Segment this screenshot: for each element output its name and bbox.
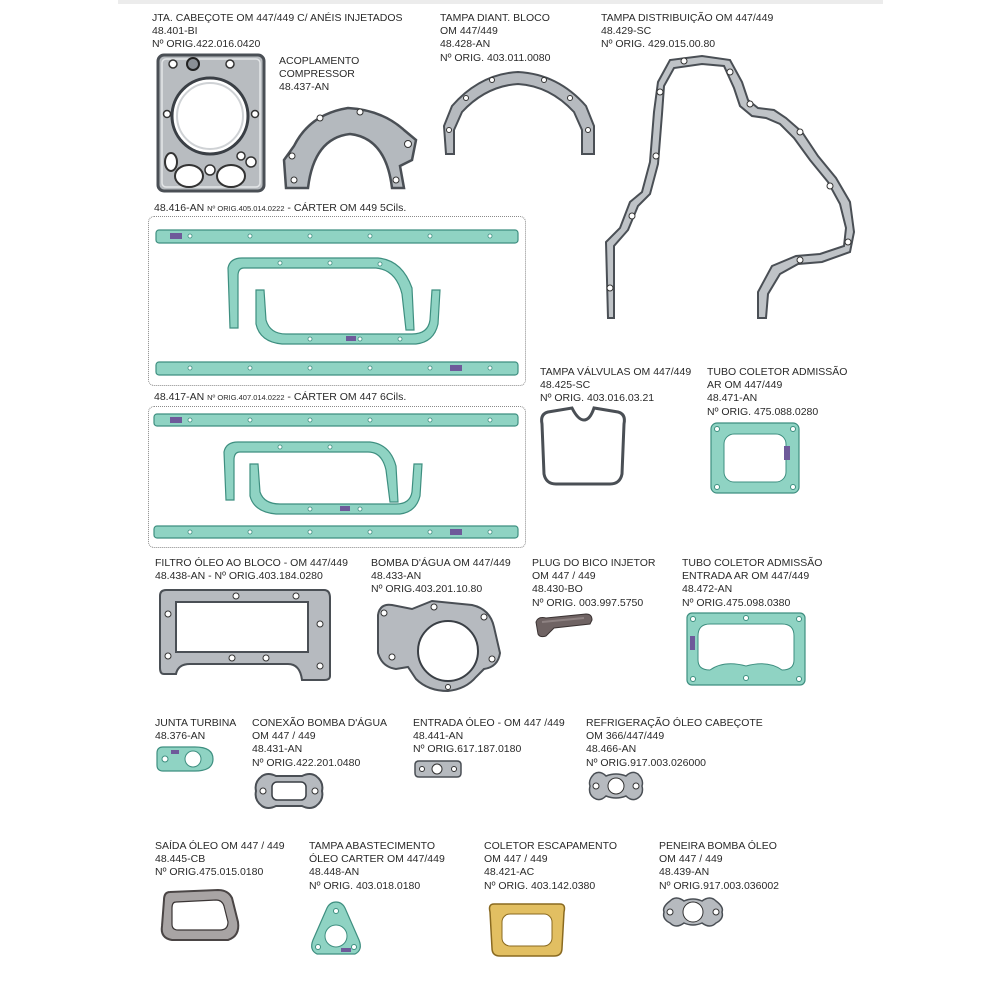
caption-entrada-oleo: ENTRADA ÓLEO - OM 447 /449 48.441-AN Nº ORIG.617.187.0180 (413, 717, 565, 756)
oil-filler-cap-gasket-image (309, 900, 363, 958)
caption-peneira: PENEIRA BOMBA ÓLEO OM 447 / 449 48.439-AN Nº ORIG.917.003.036002 (659, 840, 779, 892)
exhaust-manifold-gasket-image (486, 900, 568, 960)
valve-cover-gasket-image (538, 404, 628, 490)
caption-bomba-agua: BOMBA D'ÁGUA OM 447/449 48.433-AN Nº ORIG.403.201.10.80 (371, 557, 511, 596)
injector-plug-image (532, 612, 594, 640)
air-inlet-manifold-gasket-image (684, 610, 808, 688)
caption-tubo-adm: TUBO COLETOR ADMISSÃO AR OM 447/449 48.471-AN Nº ORIG. 475.088.0280 (707, 366, 848, 418)
caption-saida-oleo: SAÍDA ÓLEO OM 447 / 449 48.445-CB Nº ORIG.475.015.0180 (155, 840, 285, 879)
turbo-gasket-image (155, 743, 217, 775)
cylinder-head-gasket-image (155, 52, 267, 194)
caption-carter-449: 48.416-AN Nº ORIG.405.014.0222 - CÁRTER OM 449 5Cils. (154, 202, 407, 214)
caption-tampa-abast: TAMPA ABASTECIMENTO ÓLEO CARTER OM 447/449 48.448-AN Nº ORIG. 403.018.0180 (309, 840, 445, 892)
caption-tampa-dist: TAMPA DISTRIBUIÇÃO OM 447/449 48.429-SC Nº ORIG. 429.015.00.80 (601, 12, 774, 51)
caption-turbina: JUNTA TURBINA 48.376-AN (155, 717, 237, 743)
caption-filtro: FILTRO ÓLEO AO BLOCO - OM 447/449 48.438-AN - Nº ORIG.403.184.0280 (155, 557, 348, 583)
intake-manifold-gasket-image (708, 420, 802, 496)
oil-outlet-gasket-image (158, 886, 242, 944)
front-block-cover-gasket-image (440, 66, 596, 160)
timing-cover-gasket-image (602, 52, 858, 320)
caption-carter-447: 48.417-AN Nº ORIG.407.014.0222 - CÁRTER OM 447 6Cils. (154, 391, 407, 403)
oil-inlet-gasket-image (413, 757, 463, 781)
caption-cabecote: JTA. CABEÇOTE OM 447/449 C/ ANÉIS INJETADOS 48.401-BI Nº ORIG.422.016.0420 (152, 12, 403, 51)
oil-pan-449-gasket-image (150, 220, 522, 382)
caption-plug: PLUG DO BICO INJETOR OM 447 / 449 48.430-BO Nº ORIG. 003.997.5750 (532, 557, 656, 609)
caption-coletor-esc: COLETOR ESCAPAMENTO OM 447 / 449 48.421-AC Nº ORIG. 403.142.0380 (484, 840, 618, 892)
oil-pump-screen-gasket-image (660, 893, 726, 931)
caption-tampa-diant: TAMPA DIANT. BLOCO OM 447/449 48.428-AN Nº ORIG. 403.011.0080 (440, 12, 551, 64)
water-pump-connection-gasket-image (252, 770, 326, 812)
caption-compressor: ACOPLAMENTO COMPRESSOR 48.437-AN (279, 55, 360, 94)
caption-refrig: REFRIGERAÇÃO ÓLEO CABEÇOTE OM 366/447/449 48.466-AN Nº ORIG.917.003.026000 (586, 717, 763, 769)
oil-pan-447-gasket-image (150, 410, 522, 544)
caption-tampa-valv: TAMPA VÁLVULAS OM 447/449 48.425-SC Nº ORIG. 403.016.03.21 (540, 366, 692, 405)
caption-conexao: CONEXÃO BOMBA D'ÁGUA OM 447 / 449 48.431-AN Nº ORIG.422.201.0480 (252, 717, 388, 769)
compressor-coupling-gasket-image (280, 100, 420, 192)
oil-filter-gasket-image (156, 584, 334, 684)
water-pump-gasket-image (372, 597, 504, 693)
top-rule (118, 0, 883, 4)
head-oil-cooling-gasket-image (586, 768, 646, 804)
caption-tubo-entrada: TUBO COLETOR ADMISSÃO ENTRADA AR OM 447/449 48.472-AN Nº ORIG.475.098.0380 (682, 557, 823, 609)
